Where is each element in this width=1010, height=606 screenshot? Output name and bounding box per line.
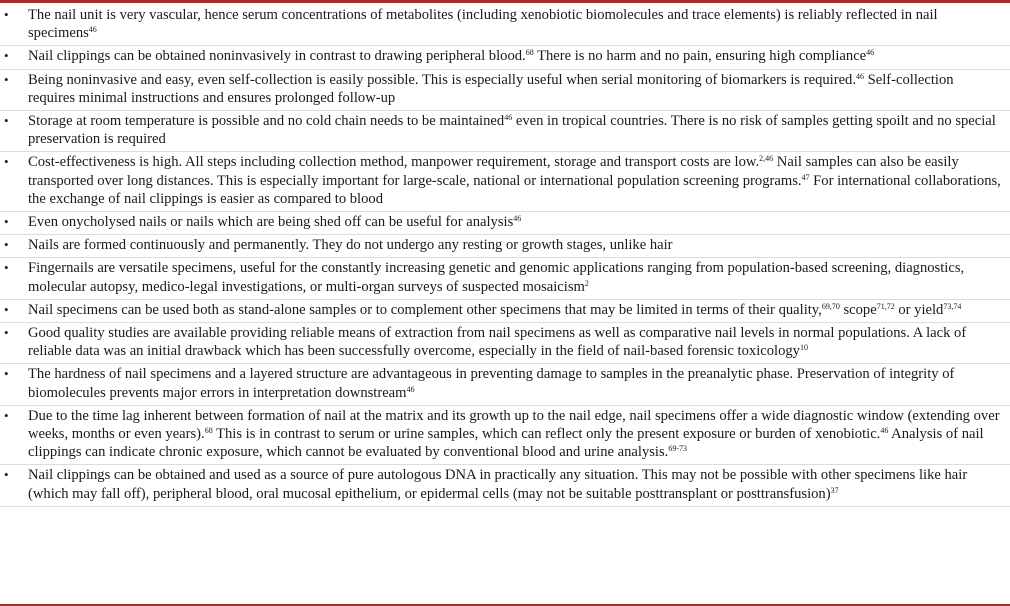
citation-ref: 46 [513,214,522,224]
text-run: Nail clippings can be obtained noninvasively in contrast to drawing peripheral blood. [28,48,526,65]
citation-ref: 69,70 [821,301,840,311]
item-text [28,408,1000,460]
item-text [28,214,521,230]
citation-ref: 47 [801,172,810,182]
item-text [28,467,967,501]
citation-ref: 68 [525,48,534,58]
bullet-icon: • [4,301,9,317]
text-run: Nail samples can also be easily transported over long distances. This is especially important for large-scale, national or international population screening programs. [28,154,959,189]
citation-ref: 2 [584,278,589,288]
text-run: Due to the time lag inherent between formation of nail at the matrix and its growth up to the nail edge, nail specimens offer a wide diagnostic window (extending over weeks, months or even years). [28,407,1000,443]
citation-ref: 46 [866,48,875,58]
item-text [28,113,996,147]
bullet-icon: • [4,366,9,382]
list-item [0,212,1010,235]
text-run: Fingernails are versatile specimens, useful for the constantly increasing genetic and genomic applications ranging from population-based screening, diagnostics, molecular autopsy, medico-legal investigations, or multi-organ surveys of suspected mosaicism [28,260,965,295]
text-run: scope [839,301,877,318]
bullet-icon: • [4,113,9,129]
citation-ref: 10 [799,343,808,353]
list-item [0,323,1010,364]
text-run: The hardness of nail specimens and a layered structure are advantageous in preventing damage to samples in the preanalytic phase. Preservation of integrity of biomolecules prevents major errors in interpretation downstream [28,366,955,401]
text-run: Analysis of nail clippings can indicate chronic exposure, which cannot be evaluated by conventional blood and urine analysis. [28,426,984,461]
citation-ref: 2,46 [759,154,774,164]
item-text [28,237,673,253]
item-text [28,325,966,359]
text-run: Nail specimens can be used both as stand-alone samples or to complement other specimens that may be limited in terms of their quality, [28,301,822,318]
bullet-icon: • [4,467,9,483]
item-text [28,154,1001,206]
bullet-icon: • [4,48,9,64]
text-run: or yield [894,301,944,318]
bullet-icon: • [4,214,9,230]
item-text [28,7,938,41]
list-item [0,5,1010,46]
text-run: There is no harm and no pain, ensuring high compliance [533,48,867,65]
bullet-icon: • [4,71,9,87]
citation-ref: 37 [830,485,839,495]
text-run: Nails are formed continuously and permanently. They do not undergo any resting or growth stages, unlike hair [28,237,673,254]
text-run: The nail unit is very vascular, hence serum concentrations of metabolites (including xenobiotic biomolecules and trace elements) is reliably reflected in nail specimens [28,7,938,42]
list-item [0,70,1010,111]
list-item [0,465,1010,506]
citation-ref: 46 [880,426,889,436]
top-rule [0,0,1010,3]
bullet-icon: • [4,325,9,341]
bullet-icon: • [4,7,9,22]
citation-ref: 46 [88,25,97,35]
list-item [0,258,1010,299]
item-text [28,260,964,294]
bullet-icon: • [4,260,9,276]
bullet-icon: • [4,407,9,423]
bullet-icon: • [4,154,9,170]
text-run: This is in contrast to serum or urine samples, which can reflect only the present exposure or burden of xenobiotic. [212,426,881,443]
text-run: Cost-effectiveness is high. All steps including collection method, manpower requirement, storage and transport costs are low. [28,154,760,171]
item-text [28,302,961,318]
list-item [0,235,1010,258]
advantages-list [0,5,1010,507]
text-run: Self-collection requires minimal instructions and ensures prolonged follow-up [28,71,954,106]
text-run: Storage at room temperature is possible and no cold chain needs to be maintained [28,113,505,130]
text-run: Being noninvasive and easy, even self-collection is easily possible. This is especially useful when serial monitoring of biomarkers is required. [28,71,856,88]
list-item [0,364,1010,405]
text-run: Nail clippings can be obtained and used as a source of pure autologous DNA in practically any situation. This may not be possible with other specimens like hair (which may fall off), peripheral blood, oral mucosal epithelium, or epidermal cells (may not be suitable posttransplant or posttransfusion) [28,467,968,502]
text-run: Even onycholysed nails or nails which are being shed off can be useful for analysis [28,214,514,231]
bullet-icon: • [4,237,9,253]
list-item [0,46,1010,69]
item-text [28,48,874,64]
citation-ref: 73,74 [943,301,962,311]
citation-ref: 71,72 [876,301,895,311]
citation-ref: 68 [204,426,213,436]
text-run: even in tropical countries. There is no risk of samples getting spoilt and no special preservation is required [28,113,996,148]
list-item [0,111,1010,152]
text-run: Good quality studies are available providing reliable means of extraction from nail specimens as well as comparative nail levels in normal populations. A lack of reliable data was an initial drawback which has been successfully overcome, especially in the field of nail-based forensic toxicology [28,325,967,360]
citation-ref: 46 [406,384,415,394]
item-text [28,366,954,400]
list-item [0,152,1010,212]
item-text [28,72,954,106]
citation-ref: 69-73 [668,444,687,454]
citation-ref: 46 [504,113,513,123]
list-item [0,406,1010,466]
citation-ref: 46 [856,71,864,81]
text-run: For international collaborations, the exchange of nail clippings is easier as compared to blood [28,172,1001,207]
list-item [0,300,1010,323]
